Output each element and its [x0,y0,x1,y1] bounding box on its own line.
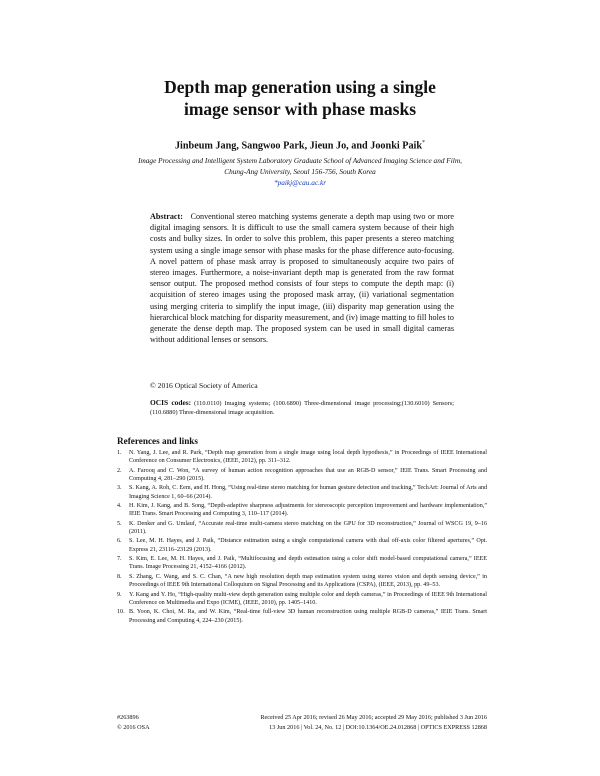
article-id: #263896 [117,714,139,721]
reference-list [117,449,487,626]
reference-text: S. Lee, M. H. Hayes, and J. Paik, “Distance estimation using a single computational camera with dual off-axis color filtered apertures,” Opt. Express 21, 23116–23129 (2013). [129,538,487,553]
reference-number: 1. [117,450,122,456]
copyright-line: © 2016 Optical Society of America [150,381,258,390]
journal-citation: 13 Jun 2016 | Vol. 24, No. 12 | DOI:10.1364/OE.24.012868 | OPTICS EXPRESS 12868 [269,724,487,731]
reference-text: K. Denker and G. Umlauf, “Accurate real-time multi-camera stereo matching on the GPU for 3D reconstruction,” Journal of WSCG 19, 9–16 (2011). [129,520,487,536]
ocis-codes [150,398,454,417]
ocis-text: (110.0110) Imaging systems; (100.6890) Three-dimensional image processing;(130.6010) Sensors; (110.6880) Three-dimensional image acquisition. [150,400,455,417]
reference-text: A. Farooq and C. Won, “A survey of human action recognition approaches that use an RGB-D sensor,” IEIE Trans. Smart Processing and Computing 4, 281–290 (2015). [129,467,487,483]
reference-item [117,608,487,625]
reference-text: B. Yoon, K. Choi, M. Ra, and W. Kim, “Real-time full-view 3D human reconstruction using multiple RGB-D cameras,” IEIE Trans. Smart Processing and Computing 4, 224–230 (2015). [129,609,487,624]
reference-item [117,502,487,519]
reference-text: S. Zhang, C. Wang, and S. C. Chan, “A new high resolution depth map estimation system using stereo vision and depth sensing device,” in Proceedings of IEEE 9th International Colloquium on Signal Processing and its Applications (CSPA), (IEEE, 2013), pp. 49–53. [129,573,487,589]
reference-text: H. Kim, J. Kang, and B. Song, “Depth-adaptive sharpness adjustments for stereoscopic perception improvement and hardware implementation,” IEIE Trans. Smart Processing and Computing 3, 110–117 (2014). [129,503,487,518]
reference-number: 5. [117,520,122,527]
reference-number: 3. [117,485,122,492]
reference-text: Y. Kang and Y. Ho, “High-quality multi-view depth generation using multiple color and depth cameras,” in Proceedings of IEEE 9th International Conference on Multimedia and Expo (ICME), (IEEE, 2010), pp. 1405–1410. [129,591,487,606]
reference-text: N. Yang, J. Lee, and R. Park, “Depth map generation from a single image using local depth hypothesis,” in Proceedings of IEEE International Conference on Consumer Electronics, (IEEE, 2012), pp. 311–312. [129,450,487,465]
reference-text: S. Kim, E. Lee, M. H. Hayes, and J. Paik, “Multifocusing and depth estimation using a color shift model-based computational camera,” IEEE Trans. Image Processing 21, 4152–4166 (2012). [129,556,487,571]
reference-number: 4. [117,503,122,510]
author-email-link[interactable]: *paikj@cau.ac.kr [273,178,327,187]
references-heading: References and links [117,436,198,446]
reference-text: S. Kang, A. Roh, C. Eem, and H. Hong, “Using real-time stereo matching for human gesture detection and tracking,” TechArt: Journal of Arts and Imaging Science 1, 60–66 (2014). [129,485,487,500]
ocis-label: OCIS codes: [150,398,192,407]
abstract [150,211,454,345]
reference-number: 8. [117,573,122,580]
affiliation: Image Processing and Intelligent System Laboratory Graduate School of Advanced Imaging Science and Film, Chung-Ang University, Seoul 156-756, South Korea [138,156,462,176]
reference-item [117,537,487,554]
reference-item [117,520,487,537]
reference-number: 7. [117,556,122,563]
reference-item [117,555,487,572]
osa-copyright: © 2016 OSA [117,724,150,731]
reference-number: 2. [117,467,122,474]
reference-number: 6. [117,538,122,545]
reference-item [117,484,487,501]
paper-title [60,76,540,120]
reference-item [117,591,487,608]
author-names: Jinbeum Jang, Sangwoo Park, Jieun Jo, and Joonki Paik [174,140,423,152]
publication-history: Received 25 Apr 2016; revised 26 May 2016; accepted 29 May 2016; published 3 Jun 2016 [260,714,487,721]
corresponding-author-mark: * [422,140,426,146]
title-line-1: Depth map generation using a single [164,77,436,97]
reference-item [117,467,487,484]
reference-item [117,449,487,466]
reference-number: 9. [117,591,122,598]
reference-item [117,573,487,590]
title-line-2: image sensor with phase masks [183,99,417,119]
reference-number: 10. [117,609,125,616]
abstract-label: Abstract: [150,212,183,221]
author-list [60,140,540,151]
abstract-text: Conventional stereo matching systems generate a depth map using two or more digital imaging sensors. It is difficult to use the small camera system because of their high costs and bulky sizes. In order to solve this problem, this paper presents a stereo matching system using a single image sensor with phase masks for the phase difference auto-focusing. A novel pattern of phase mask array is proposed to simultaneously acquire two pairs of stereo images. Furthermore, a noise-invariant depth map is generated from the raw format sensor output. The proposed method consists of four steps to compute the depth map: (i) acquisition of stereo images using the proposed mask array, (ii) variational segmentation using merging criteria to simplify the input image, (iii) disparity map generation using the hierarchical block matching for disparity measurement, and (iv) image matting to fill holes to generate the dense depth map. The proposed system can be used in small digital cameras without additional lenses or sensors. [150,212,455,345]
